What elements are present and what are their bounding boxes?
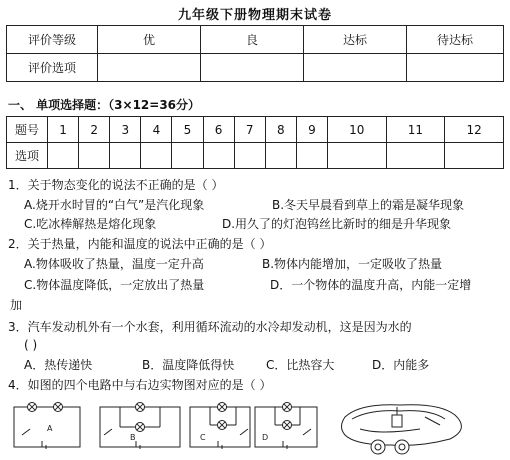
grade-excellent: 优 xyxy=(98,26,201,54)
evaluation-option-label: 评价选项 xyxy=(7,54,98,82)
answer-cell[interactable] xyxy=(445,143,504,169)
question-number: 11 xyxy=(386,117,445,143)
question-1-option-d[interactable]: D.用久了的灯泡钨丝比新时的细是升华现象 xyxy=(222,217,452,231)
answer-cell[interactable] xyxy=(110,143,141,169)
question-number-label: 题号 xyxy=(7,117,48,143)
question-number: 12 xyxy=(445,117,504,143)
evaluation-grade-row xyxy=(7,26,504,54)
question-number: 4 xyxy=(141,117,172,143)
question-2-option-d[interactable]: D．一个物体的温度升高，内能一定增 xyxy=(270,278,472,292)
grade-pass: 达标 xyxy=(304,26,407,54)
circuit-label[interactable]: C xyxy=(200,433,206,442)
section-heading: 一、 单项选择题：（3×12=36分） xyxy=(8,98,201,112)
page-title: 九年级下册物理期末试卷 xyxy=(177,8,332,23)
answer-cell[interactable] xyxy=(296,143,327,169)
grade-not-pass: 待达标 xyxy=(407,26,504,54)
question-number-row xyxy=(7,117,504,143)
grade-good: 良 xyxy=(201,26,304,54)
question-1-stem: 1．关于物态变化的说法不正确的是（ ） xyxy=(8,178,224,192)
question-2-option-a[interactable]: A.物体吸收了热量，温度一定升高 xyxy=(24,257,204,271)
question-number: 7 xyxy=(234,117,265,143)
question-1-option-b[interactable]: B.冬天早晨看到草上的霜是凝华现象 xyxy=(272,198,465,212)
question-3-option-d[interactable]: D．内能多 xyxy=(372,358,430,372)
answer-row xyxy=(7,143,504,169)
evaluation-grade-label: 评价等级 xyxy=(7,26,98,54)
physical-circuit-sketch xyxy=(342,405,462,454)
answer-cell[interactable] xyxy=(386,143,445,169)
answer-row-label: 选项 xyxy=(7,143,48,169)
question-2-stem: 2．关于热量，内能和温度的说法中正确的是（ ） xyxy=(8,237,272,251)
question-3-option-b[interactable]: B．温度降低得快 xyxy=(142,358,235,372)
answer-cell[interactable] xyxy=(265,143,296,169)
circuit-b-diagram xyxy=(100,403,180,450)
circuit-label[interactable]: A xyxy=(47,424,53,433)
question-1-option-a[interactable]: A.烧开水时冒的“白气”是汽化现象 xyxy=(24,198,205,212)
question-3-option-a[interactable]: A．热传递快 xyxy=(24,358,93,372)
answer-cell[interactable] xyxy=(327,143,386,169)
question-number: 6 xyxy=(203,117,234,143)
question-3-option-c[interactable]: C．比热容大 xyxy=(266,358,335,372)
question-number: 8 xyxy=(265,117,296,143)
question-number: 1 xyxy=(48,117,79,143)
question-number: 10 xyxy=(327,117,386,143)
circuit-label[interactable]: D xyxy=(262,433,269,442)
answer-cell[interactable] xyxy=(79,143,110,169)
question-3-answer-paren: ( ) xyxy=(24,338,38,352)
answer-table xyxy=(6,116,504,169)
answer-cell[interactable] xyxy=(172,143,203,169)
answer-cell[interactable] xyxy=(203,143,234,169)
evaluation-option-cell[interactable] xyxy=(407,54,504,82)
answer-cell[interactable] xyxy=(48,143,79,169)
question-2-option-b[interactable]: B.物体内能增加，一定吸收了热量 xyxy=(262,257,443,271)
question-1-option-c[interactable]: C.吃冰棒解热是熔化现象 xyxy=(24,217,157,231)
circuit-d-diagram xyxy=(255,403,317,450)
question-3-stem: 3．汽车发动机外有一个水套，利用循环流动的水冷却发动机，这是因为水的 xyxy=(8,320,412,334)
circuit-label[interactable]: B xyxy=(130,433,136,442)
question-4-stem: 4．如图的四个电路中与右边实物图对应的是（ ） xyxy=(8,378,272,392)
question-2-option-c[interactable]: C.物体温度降低，一定放出了热量 xyxy=(24,278,205,292)
answer-cell[interactable] xyxy=(141,143,172,169)
question-number: 9 xyxy=(296,117,327,143)
circuit-c-diagram xyxy=(190,403,250,450)
evaluation-option-row xyxy=(7,54,504,82)
question-number: 5 xyxy=(172,117,203,143)
evaluation-option-cell[interactable] xyxy=(304,54,407,82)
evaluation-option-cell[interactable] xyxy=(201,54,304,82)
evaluation-option-cell[interactable] xyxy=(98,54,201,82)
question-number: 3 xyxy=(110,117,141,143)
answer-cell[interactable] xyxy=(234,143,265,169)
question-number: 2 xyxy=(79,117,110,143)
circuit-figures xyxy=(0,395,510,460)
question-2-option-d-wrap: 加 xyxy=(10,298,23,312)
evaluation-table xyxy=(6,25,504,82)
